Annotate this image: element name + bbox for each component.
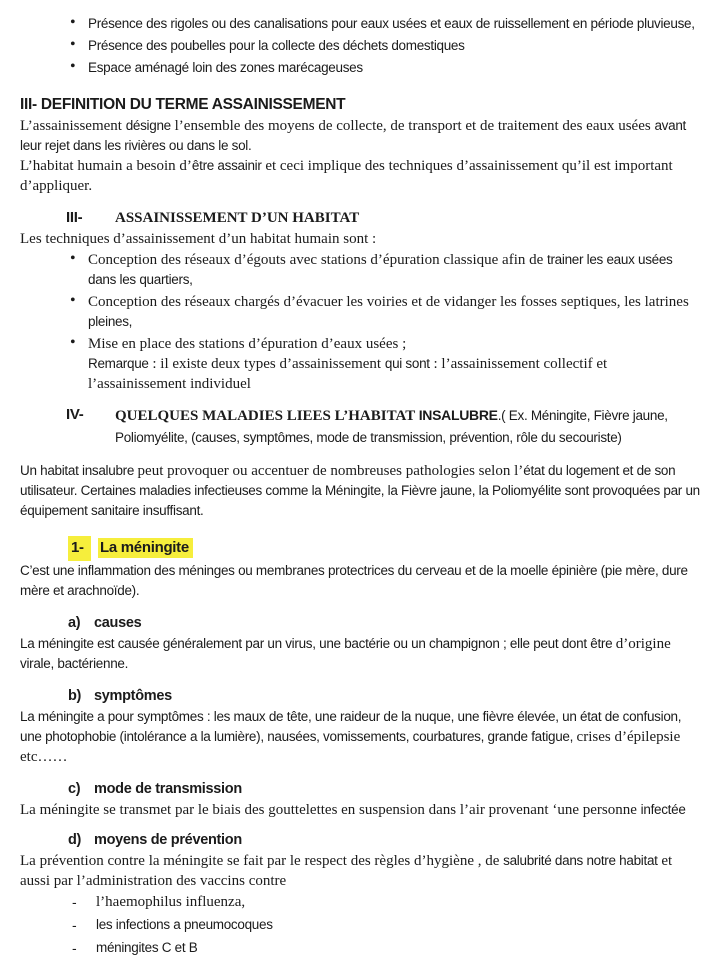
text-content [20, 562, 688, 599]
text-segment: : il existe deux types d’assainissement [148, 356, 385, 372]
text-segment: et ceci implique des techniques d’assainissement qu’il est important d’appliquer. [20, 158, 673, 194]
sub-heading [68, 612, 704, 634]
text-segment: Mise en place des stations d’épuration d’eaux usées ; [88, 336, 407, 352]
text-segment: avant leur rejet dans les rivières ou dans le sol. [20, 118, 686, 153]
bullet-item [68, 36, 704, 56]
section-heading-main [20, 94, 704, 116]
text-segment: causes [94, 615, 142, 631]
bullet-item [68, 292, 704, 332]
dash-item [70, 915, 704, 935]
text-segment: les infections a pneumocoques [96, 917, 273, 932]
section-heading [66, 404, 704, 449]
paragraph [20, 634, 704, 674]
text-segment: Conception des réseaux chargés d’évacuer les voiries et de vidanger les fosses septiques, les latrines [88, 294, 689, 310]
text-content [88, 293, 689, 330]
text-segment: salubrité dans notre habitat [503, 853, 658, 868]
text-segment: Présence des rigoles ou des canalisations pour eaux usées et eaux de ruissellement en période pluvieuse, [88, 16, 695, 31]
text-segment: INSALUBRE [418, 407, 498, 423]
paragraph [20, 461, 704, 521]
text-segment: C’est une inflammation des méninges ou membranes protectrices du cerveau et de la moelle épinière (pie mère, dure mère et arachnoïde). [20, 563, 688, 598]
text-content [20, 635, 671, 672]
text-content [88, 15, 695, 32]
text-content [115, 207, 704, 229]
paragraph [20, 851, 704, 891]
paragraph [20, 116, 704, 156]
text-segment: l’ensemble des moyens de collecte, de transport et de traitement des eaux usées [170, 118, 655, 134]
sub-heading [68, 778, 704, 800]
text-content [88, 37, 465, 54]
text-segment: virale, bactérienne. [20, 656, 129, 671]
text-content [94, 778, 242, 800]
text-segment: d’origine [615, 636, 671, 652]
text-content [94, 612, 141, 634]
text-content [96, 893, 245, 910]
heading-number: d) [68, 832, 82, 848]
sub-heading [68, 829, 704, 851]
text-content [88, 59, 363, 76]
text-segment: l’assainissement individuel [88, 376, 251, 392]
text-segment: peut provoquer ou accentuer de nombreuses pathologies selon l’ [137, 463, 524, 479]
text-segment: crises d’épilepsie etc…… [20, 729, 681, 765]
heading-number: III- [66, 209, 83, 226]
paragraph [20, 229, 704, 249]
text-segment: La méningite [100, 539, 189, 556]
text-segment: symptômes [94, 688, 172, 704]
text-segment: La méningite a pour symptômes : les maux de tête, une raideur de la nuque, une fièvre élevée, un état de confusion, une photophobie (intolérance a la lumière), nausées, vomissements, courbatures, grande fatigue, [20, 709, 682, 744]
text-content [94, 685, 172, 707]
bullet-item [68, 250, 704, 290]
text-segment: La prévention contre la méningite se fait par le respect des règles d’hygiène , de [20, 853, 504, 869]
bullet-item [68, 334, 704, 394]
text-segment: III- DEFINITION DU TERME ASSAINISSEMENT [20, 96, 346, 113]
text-content [20, 852, 672, 889]
text-content [20, 462, 700, 519]
section-heading [66, 207, 704, 229]
text-segment: L’assainissement [20, 118, 126, 134]
paragraph [20, 561, 704, 601]
text-content [20, 96, 345, 113]
text-segment: .( Ex. Méningite, Fièvre jaune, Poliomyélite, (causes, symptômes, mode de transmission, prévention, rôle du secouriste) [115, 408, 668, 445]
paragraph [20, 156, 704, 196]
text-segment: infectée [640, 802, 686, 817]
dash-item [70, 938, 704, 958]
sub-heading [68, 685, 704, 707]
text-segment: Conception des réseaux d’égouts avec stations d’épuration classique afin de [88, 252, 548, 268]
heading-number: b) [68, 688, 82, 704]
text-segment: état du logement et de son utilisateur. Certaines maladies infectieuses comme la Méningite, la Fièvre jaune, la Poliomyélite sont provoquées par un équipement sanitaire insuffisant. [20, 463, 700, 518]
bullet-item [68, 14, 704, 34]
heading-number: c) [68, 781, 81, 797]
text-content [20, 117, 686, 154]
text-segment: mode de transmission [94, 781, 242, 797]
text-segment: trainer les eaux usées dans les quartiers, [88, 252, 673, 287]
text-segment: Les techniques d’assainissement d’un habitat humain sont : [20, 231, 377, 247]
highlighted-heading [68, 536, 704, 561]
text-content [96, 916, 273, 933]
text-segment: désigne [125, 118, 171, 133]
paragraph [20, 800, 704, 820]
text-content [94, 829, 242, 851]
text-content [96, 939, 197, 956]
heading-number: IV- [66, 406, 84, 423]
dash-item [70, 892, 704, 912]
text-content [20, 157, 673, 194]
text-segment: moyens de prévention [94, 832, 242, 848]
paragraph [20, 707, 704, 767]
text-content [20, 230, 376, 247]
text-segment: méningites C et B [96, 940, 198, 955]
heading-number: 1- [68, 536, 91, 561]
bullet-item [68, 58, 704, 78]
text-segment: Présence des poubelles pour la collecte des déchets domestiques [88, 38, 465, 53]
heading-number: a) [68, 615, 81, 631]
text-content [20, 708, 681, 765]
text-segment: Espace aménagé loin des zones marécageuses [88, 60, 363, 75]
text-segment: : l’assainissement collectif et [429, 356, 608, 372]
text-segment: QUELQUES MALADIES LIEES L’HABITAT [115, 408, 419, 424]
text-segment: La méningite est causée généralement par un virus, une bactérie ou un champignon ; elle peut dont être [20, 636, 616, 651]
text-segment: être assainir [191, 158, 262, 173]
text-segment: et aussi par l’administration des vaccins contre [20, 853, 673, 889]
text-content [20, 801, 686, 818]
text-segment: L’habitat humain a besoin d’ [20, 158, 192, 174]
text-segment: La méningite se transmet par le biais des gouttelettes en suspension dans l’air provenant ‘une personne [20, 802, 641, 818]
text-segment: ASSAINISSEMENT D’UN HABITAT [115, 210, 360, 226]
text-content [98, 538, 193, 558]
text-content [115, 404, 704, 449]
text-content [88, 251, 673, 288]
text-segment: pleines, [88, 314, 133, 329]
text-segment: Remarque [88, 356, 149, 371]
text-segment: l’haemophilus influenza, [96, 894, 246, 910]
text-segment: qui sont [384, 356, 430, 371]
text-segment: Un habitat insalubre [20, 463, 138, 478]
text-content [88, 335, 607, 392]
